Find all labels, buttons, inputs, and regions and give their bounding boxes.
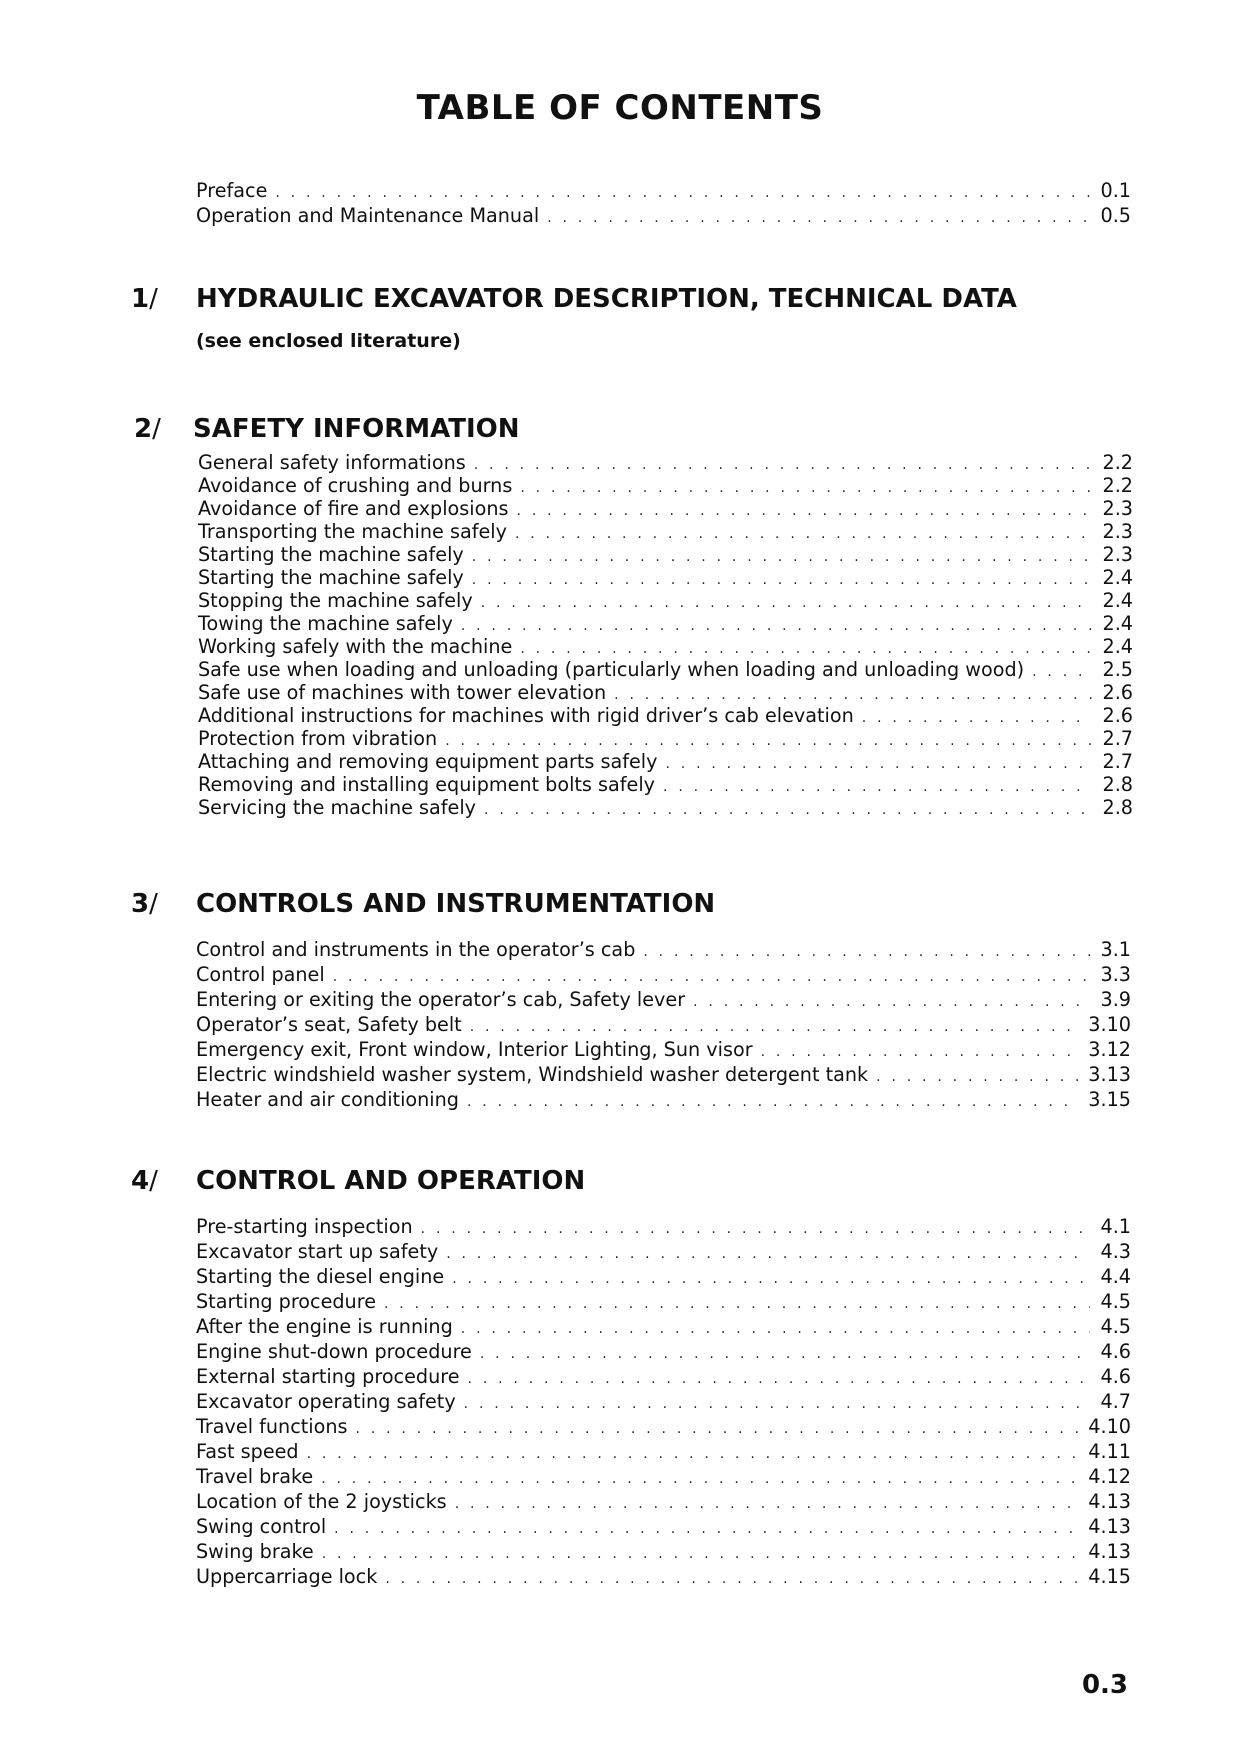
dot-leader [693,990,1090,1015]
dot-leader [515,523,1093,546]
entry-page: 4.3 [1100,1240,1131,1263]
toc-entry [196,1514,1131,1539]
dot-leader [481,592,1093,615]
entry-page: 2.4 [1102,635,1133,658]
toc-entry [198,543,1133,566]
dot-leader [356,1417,1079,1442]
entry-page: 3.1 [1100,938,1131,961]
dot-leader [461,615,1093,638]
dot-leader [322,1542,1079,1567]
entry-title: Working safely with the machine [198,635,513,658]
entry-page: 3.9 [1100,988,1131,1011]
page-number: 0.3 [1081,1670,1128,1700]
entry-title: Operator’s seat, Safety belt [196,1013,462,1036]
toc-entry [196,962,1131,987]
entry-title: Starting the machine safely [198,543,464,566]
entry-title: Swing control [196,1515,327,1538]
dot-leader [517,500,1093,523]
entry-page: 4.15 [1088,1565,1131,1588]
entry-page: 4.5 [1100,1315,1131,1338]
dot-leader [384,1292,1090,1317]
section-heading: CONTROL AND OPERATION [196,1166,586,1196]
entry-title: Excavator start up safety [196,1240,439,1263]
entry-title: Stopping the machine safely [198,589,473,612]
entry-page: 2.4 [1102,589,1133,612]
entry-title: General safety informations [198,451,466,474]
entry-title: Travel brake [196,1465,314,1488]
entry-page: 4.13 [1088,1515,1131,1538]
entry-title: Uppercarriage lock [196,1565,378,1588]
entry-title: Attaching and removing equipment parts safely [198,750,658,773]
entry-page: 2.3 [1102,543,1133,566]
toc-entry [196,203,1131,228]
toc-entry [196,1264,1131,1289]
toc-entry [198,796,1133,819]
entry-title: Avoidance of crushing and burns [198,474,513,497]
toc-entry [198,497,1133,520]
toc-entry [198,589,1133,612]
dot-leader [467,1090,1078,1115]
toc-list-section-4 [196,1214,1131,1589]
toc-entry [196,987,1131,1012]
entry-page: 4.5 [1100,1290,1131,1313]
entry-page: 2.7 [1102,750,1133,773]
section-number: 3/ [131,889,158,919]
entry-page: 2.4 [1102,612,1133,635]
entry-page: 3.13 [1088,1063,1131,1086]
entry-page: 2.5 [1102,658,1133,681]
toc-entry [196,1339,1131,1364]
entry-page: 2.6 [1102,681,1133,704]
toc-entry [196,1464,1131,1489]
toc-entry [198,681,1133,704]
toc-entry [196,1239,1131,1264]
dot-leader [862,707,1093,730]
dot-leader [472,569,1093,592]
toc-entry [196,1564,1131,1589]
entry-page: 2.3 [1102,520,1133,543]
toc-list-section-3 [196,937,1131,1112]
toc-entry [196,1489,1131,1514]
dot-leader [474,454,1093,477]
entry-page: 0.5 [1100,204,1131,227]
entry-title: Travel functions [196,1415,348,1438]
toc-entry [198,635,1133,658]
entry-title: Servicing the machine safely [198,796,477,819]
entry-title: Safe use of machines with tower elevation [198,681,607,704]
dot-leader [520,477,1092,500]
toc-entry [196,1389,1131,1414]
entry-title: Preface [196,179,268,202]
dot-leader [452,1267,1090,1292]
toc-entry [198,566,1133,589]
toc-entry [198,704,1133,727]
toc-entry [198,773,1133,796]
entry-page: 4.13 [1088,1540,1131,1563]
entry-page: 0.1 [1100,179,1131,202]
section-number: 4/ [131,1166,158,1196]
toc-entry [196,1414,1131,1439]
toc-entry [198,451,1133,474]
entry-page: 4.6 [1100,1365,1131,1388]
entry-title: Additional instructions for machines with rigid driver’s cab elevation [198,704,854,727]
entry-page: 2.2 [1102,474,1133,497]
entry-title: Engine shut-down procedure [196,1340,472,1363]
entry-title: Removing and installing equipment bolts safely [198,773,656,796]
toc-entry [196,1539,1131,1564]
toc-entry [196,178,1131,203]
entry-title: Operation and Maintenance Manual [196,204,540,227]
dot-leader [446,1242,1090,1267]
entry-page: 2.4 [1102,566,1133,589]
dot-leader [480,1342,1091,1367]
dot-leader [455,1492,1079,1517]
toc-entry [196,1012,1131,1037]
entry-page: 3.10 [1088,1013,1131,1036]
section-heading: CONTROLS AND INSTRUMENTATION [196,889,716,919]
dot-leader [547,206,1090,231]
section-heading: SAFETY INFORMATION [193,414,520,444]
dot-leader [461,1317,1091,1342]
toc-entry [196,1364,1131,1389]
entry-page: 2.2 [1102,451,1133,474]
entry-title: Swing brake [196,1540,314,1563]
toc-entry [198,658,1133,681]
dot-leader [484,799,1092,822]
entry-page: 4.12 [1088,1465,1131,1488]
entry-page: 4.6 [1100,1340,1131,1363]
entry-title: Towing the machine safely [198,612,453,635]
entry-page: 4.13 [1088,1490,1131,1513]
entry-title: Location of the 2 joysticks [196,1490,447,1513]
toc-entry [196,937,1131,962]
dot-leader [876,1065,1078,1090]
toc-entry [196,1314,1131,1339]
entry-page: 2.6 [1102,704,1133,727]
entry-title: Starting procedure [196,1290,376,1313]
dot-leader [665,753,1092,776]
section-number: 2/ [134,414,161,444]
toc-entry [196,1062,1131,1087]
dot-leader [307,1442,1079,1467]
toc-entry [198,612,1133,635]
toc-entry [196,1087,1131,1112]
entry-page: 4.7 [1100,1390,1131,1413]
page-title: TABLE OF CONTENTS [416,88,824,128]
toc-entry [198,750,1133,773]
entry-page: 3.3 [1100,963,1131,986]
toc-entry [196,1214,1131,1239]
entry-title: Starting the diesel engine [196,1265,445,1288]
entry-title: Control and instruments in the operator’s cab [196,938,636,961]
entry-page: 2.3 [1102,497,1133,520]
toc-entry [198,520,1133,543]
entry-title: Entering or exiting the operator’s cab, Safety lever [196,988,686,1011]
entry-page: 4.10 [1088,1415,1131,1438]
entry-page: 3.12 [1088,1038,1131,1061]
dot-leader [643,940,1090,965]
entry-page: 3.15 [1088,1088,1131,1111]
dot-leader [468,1367,1091,1392]
entry-page: 4.4 [1100,1265,1131,1288]
entry-title: Heater and air conditioning [196,1088,459,1111]
entry-title: Electric windshield washer system, Windshield washer detergent tank [196,1063,869,1086]
toc-list-section-2 [198,451,1133,819]
entry-title: Avoidance of fire and explosions [198,497,509,520]
entry-title: After the engine is running [196,1315,453,1338]
entry-title: Starting the machine safely [198,566,464,589]
toc-entry [196,1439,1131,1464]
section-heading: HYDRAULIC EXCAVATOR DESCRIPTION, TECHNICAL DATA [196,284,1017,314]
entry-page: 4.11 [1088,1440,1131,1463]
entry-page: 2.7 [1102,727,1133,750]
dot-leader [1032,661,1092,684]
entry-title: Transporting the machine safely [198,520,507,543]
entry-title: Pre-starting inspection [196,1215,413,1238]
entry-title: Protection from vibration [198,727,438,750]
toc-entry [198,474,1133,497]
toc-entry [196,1289,1131,1314]
section-number: 1/ [131,284,158,314]
dot-leader [421,1217,1091,1242]
dot-leader [334,1517,1078,1542]
dot-leader [385,1567,1078,1592]
dot-leader [472,546,1093,569]
intro-list [196,178,1131,228]
dot-leader [464,1392,1091,1417]
entry-title: External starting procedure [196,1365,460,1388]
entry-title: Emergency exit, Front window, Interior Lighting, Sun visor [196,1038,753,1061]
section-note: (see enclosed literature) [196,330,461,352]
entry-title: Control panel [196,963,325,986]
entry-page: 4.1 [1100,1215,1131,1238]
entry-page: 2.8 [1102,796,1133,819]
entry-title: Excavator operating safety [196,1390,456,1413]
entry-title: Safe use when loading and unloading (particularly when loading and unloading wood) [198,658,1025,681]
toc-entry [196,1037,1131,1062]
entry-page: 2.8 [1102,773,1133,796]
entry-title: Fast speed [196,1440,299,1463]
dot-leader [663,776,1092,799]
toc-entry [198,727,1133,750]
